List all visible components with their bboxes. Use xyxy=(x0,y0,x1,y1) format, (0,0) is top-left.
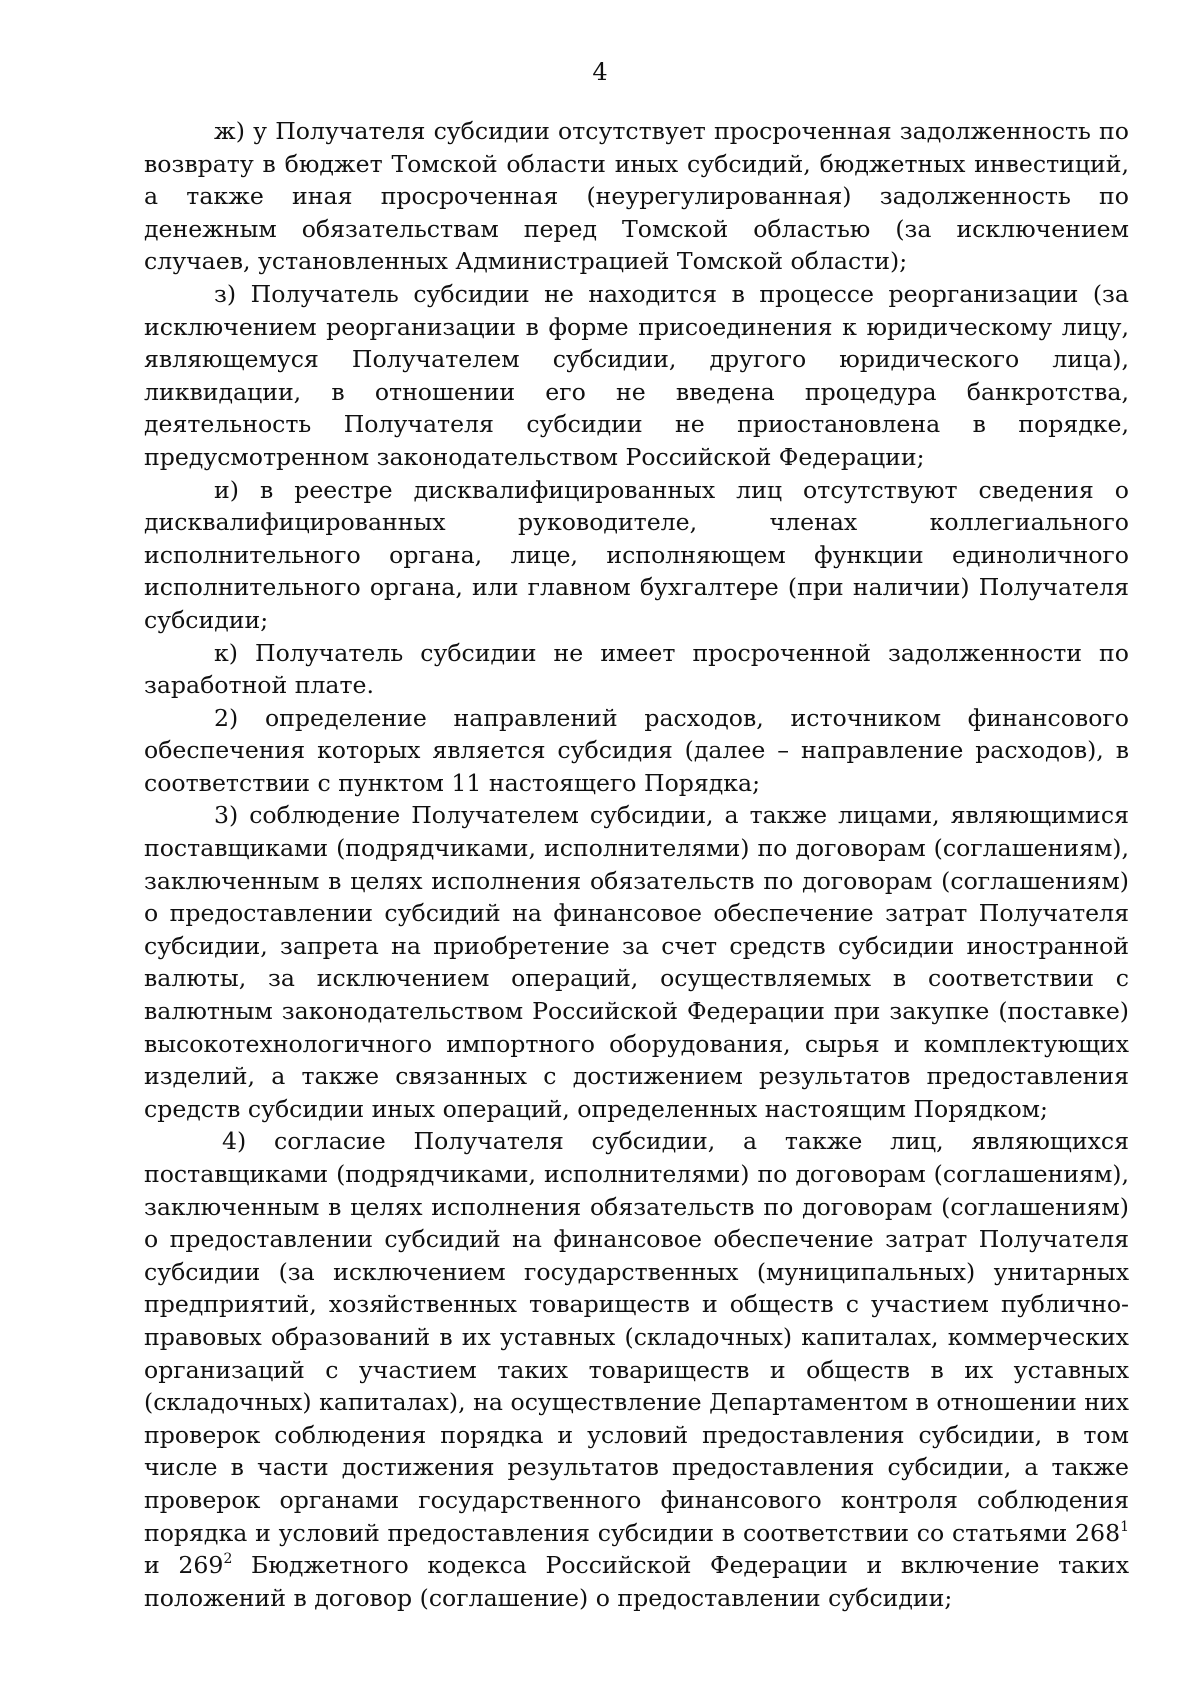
paragraph-3: 3) соблюдение Получателем субсидии, а также лицами, являющимися поставщиками (подрядчиками, исполнителями) по договорам (соглашениям), заключенным в целях исполнения обязательств по договорам (соглашениям) о предоставлении субсидий на финансовое обеспечение затрат Получателя субсидии, запрета на приобретение за счет средств субсидии иностранной валюты, за исключением операций, осуществляемых в соответствии с валютным законодательством Российской Федерации при закупке (поставке) высокотехнологичного импортного оборудования, сырья и комплектующих изделий, а также связанных с достижением результатов предоставления средств субсидии иных операций, определенных настоящим Порядком; xyxy=(144,801,1129,1123)
paragraph-4-text-end: Бюджетного кодекса Российской Федерации и включение таких положений в договор (соглашение) о предоставлении субсидии; xyxy=(144,1551,1129,1612)
paragraph-4-article-and: и 269 xyxy=(144,1551,224,1580)
paragraph-4-text-start: 4) согласие Получателя субсидии, а также лиц, являющихся поставщиками (подрядчиками, исполнителями) по договорам (соглашениям), заключенным в целях исполнения обязательств по договорам (соглашениям) о предоставлении субсидий на финансовое обеспечение затрат Получателя субсидии (за исключением государственных (муниципальных) унитарных предприятий, хозяйственных товариществ и обществ с участием публично-правовых образований в их уставных (складочных) капиталах, коммерческих организаций с участием таких товариществ и обществ в их уставных (складочных) капиталах), на осуществление Департаментом в отношении них проверок соблюдения порядка и условий предоставления субсидии, в том числе в части достижения результатов предоставления субсидии, а также проверок органами государственного финансового контроля соблюдения порядка и условий предоставления субсидии в соответствии со статьями 268 xyxy=(144,1127,1129,1547)
page-number: 4 xyxy=(592,58,608,86)
paragraph-k: к) Получатель субсидии не имеет просроченной задолженности по заработной плате. xyxy=(144,638,1129,700)
paragraph-2: 2) определение направлений расходов, источником финансового обеспечения которых является субсидия (далее – направление расходов), в соответствии с пунктом 11 настоящего Порядка; xyxy=(144,703,1129,797)
paragraph-z: з) Получатель субсидии не находится в процессе реорганизации (за исключением реорганизации в форме присоединения к юридическому лицу, являющемуся Получателем субсидии, другого юридического лица), ликвидации, в отношении его не введена процедура банкротства, деятельность Получателя субсидии не приостановлена в порядке, предусмотренном законодательством Российской Федерации; xyxy=(144,279,1129,471)
article-superscript-1: 1 xyxy=(1120,1518,1129,1535)
article-superscript-2: 2 xyxy=(223,1551,233,1568)
document-body xyxy=(144,115,1129,1614)
paragraph-i: и) в реестре дисквалифицированных лиц отсутствуют сведения о дисквалифицированных руководителе, членах коллегиального исполнительного органа, лице, исполняющем функции единоличного исполнительного органа, или главном бухгалтере (при наличии) Получателя субсидии; xyxy=(144,475,1129,634)
paragraph-4 xyxy=(144,1125,1129,1614)
paragraph-zh: ж) у Получателя субсидии отсутствует просроченная задолженность по возврату в бюджет Томской области иных субсидий, бюджетных инвестиций, а также иная просроченная (неурегулированная) задолженность по денежным обязательствам перед Томской областью (за исключением случаев, установленных Администрацией Томской области); xyxy=(144,117,1129,276)
